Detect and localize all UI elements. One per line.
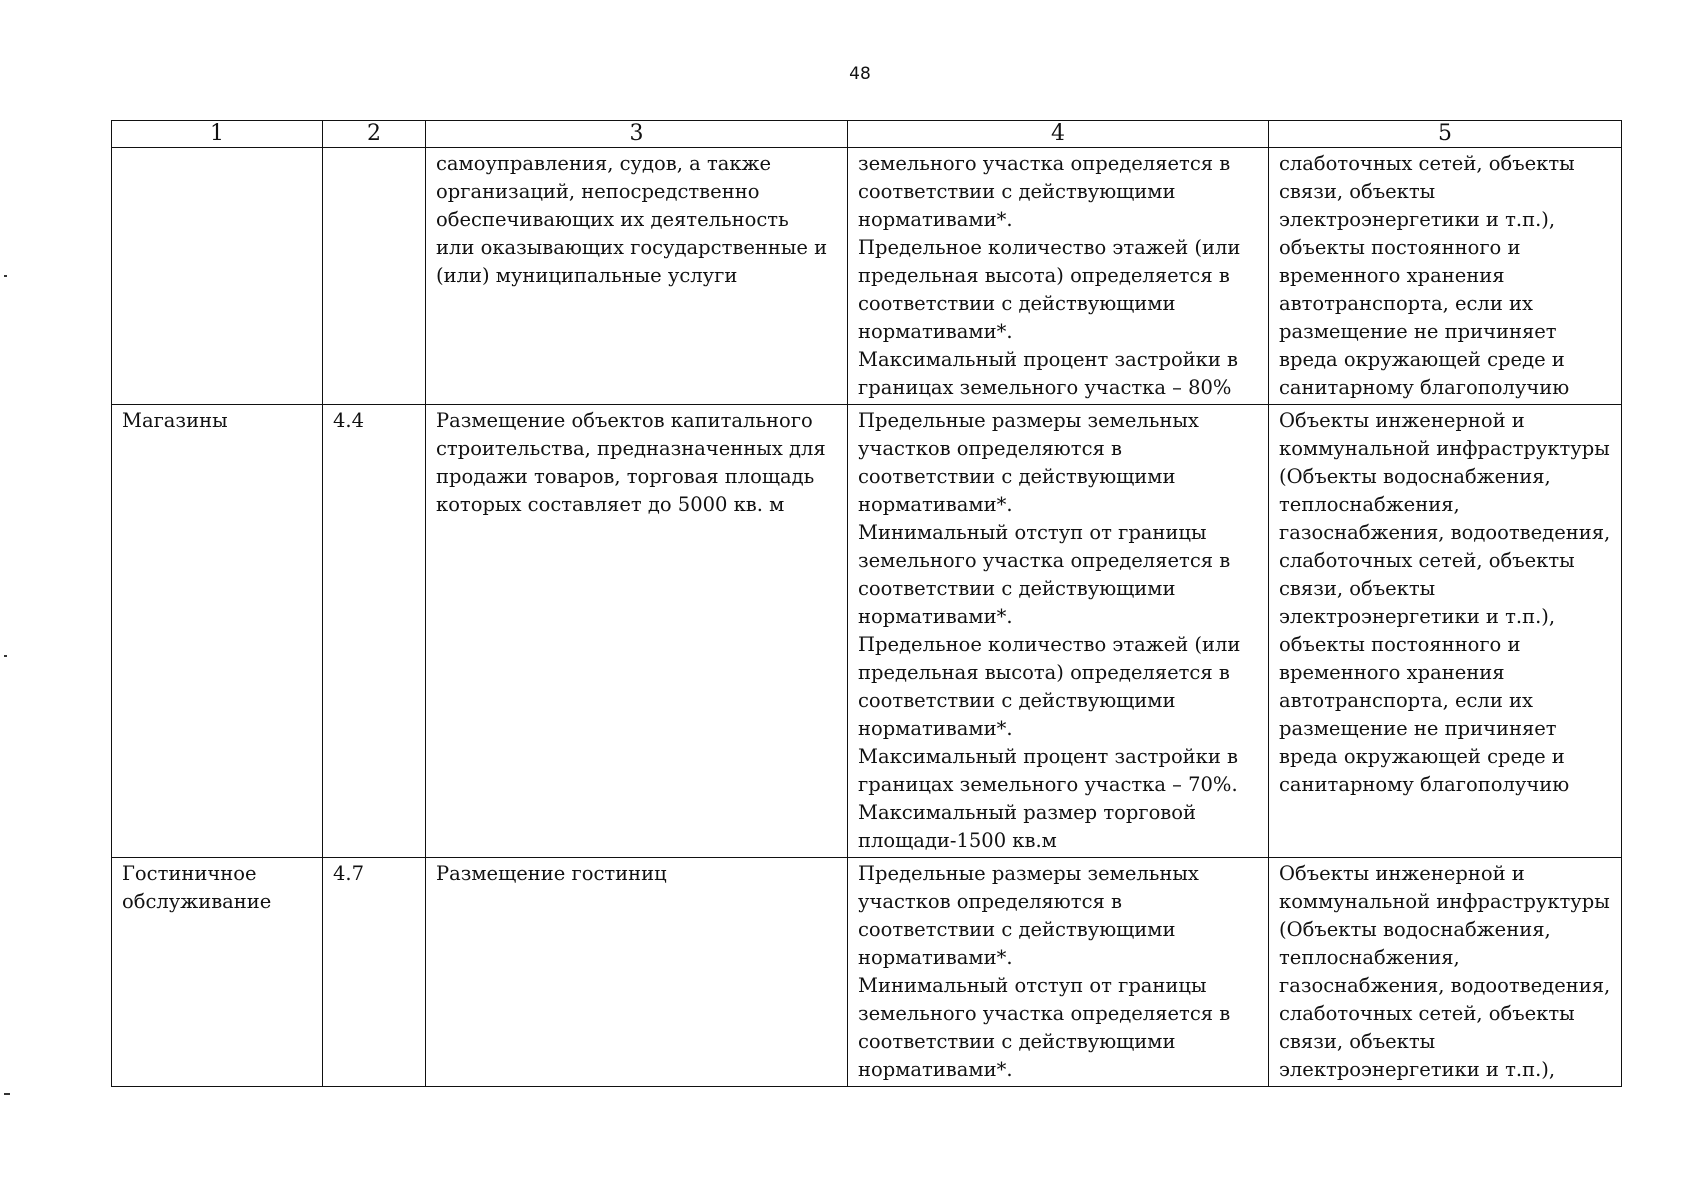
text-line: санитарному благополучию — [1279, 376, 1570, 399]
column-number-3: 3 — [426, 121, 848, 148]
text-line: Объекты инженерной и — [1279, 862, 1525, 885]
text-line: соответствии с действующими — [858, 180, 1176, 203]
scan-mark — [4, 275, 7, 277]
text-line: Размещение гостиниц — [436, 862, 667, 885]
text-line: нормативами*. — [858, 1058, 1013, 1081]
auxiliary-uses-cell — [1269, 405, 1622, 858]
land-use-name-cell — [112, 148, 323, 405]
text-line: нормативами*. — [858, 493, 1013, 516]
text-line: Объекты инженерной и — [1279, 409, 1525, 432]
text-line: Размещение объектов капитального — [436, 409, 813, 432]
text-line: границах земельного участка – 70%. — [858, 773, 1238, 796]
text-line: объекты постоянного и — [1279, 236, 1521, 259]
text-line: связи, объекты — [1279, 1030, 1436, 1053]
text-line: соответствии с действующими — [858, 689, 1176, 712]
text-line: коммунальной инфраструктуры — [1279, 437, 1610, 460]
text-line: Предельные размеры земельных — [858, 409, 1199, 432]
table-header-row — [112, 121, 1622, 148]
land-use-name-cell — [112, 405, 323, 858]
land-use-description-cell — [426, 858, 848, 1087]
text-line: земельного участка определяется в — [858, 549, 1231, 572]
text-line: нормативами*. — [858, 208, 1013, 231]
text-line: автотранспорта, если их — [1279, 292, 1534, 315]
land-use-code-cell: 4.4 — [323, 405, 426, 858]
text-line: обслуживание — [122, 890, 272, 913]
text-line: Магазины — [122, 409, 228, 432]
text-line: нормативами*. — [858, 717, 1013, 740]
text-line: соответствии с действующими — [858, 465, 1176, 488]
text-line: обеспечивающих их деятельность — [436, 208, 789, 231]
text-line: участков определяются в — [858, 890, 1122, 913]
text-line: связи, объекты — [1279, 577, 1436, 600]
land-use-code-cell — [323, 148, 426, 405]
text-line: санитарному благополучию — [1279, 773, 1570, 796]
page-number: 48 — [849, 64, 871, 84]
parameters-cell — [848, 858, 1269, 1087]
zoning-regulations-table — [111, 120, 1622, 1087]
text-line: Максимальный размер торговой — [858, 801, 1197, 824]
land-use-code-cell: 4.7 — [323, 858, 426, 1087]
text-line: нормативами*. — [858, 320, 1013, 343]
text-line: (Объекты водоснабжения, — [1279, 918, 1551, 941]
scan-mark — [4, 655, 7, 657]
text-line: Гостиничное — [122, 862, 257, 885]
text-line: нормативами*. — [858, 946, 1013, 969]
text-line: Предельное количество этажей (или — [858, 236, 1241, 259]
text-line: предельная высота) определяется в — [858, 661, 1230, 684]
auxiliary-uses-cell — [1269, 148, 1622, 405]
text-line: продажи товаров, торговая площадь — [436, 465, 815, 488]
table-row — [112, 858, 1622, 1087]
text-line: организаций, непосредственно — [436, 180, 760, 203]
text-line: Максимальный процент застройки в — [858, 348, 1239, 371]
text-line: вреда окружающей среде и — [1279, 348, 1565, 371]
text-line: автотранспорта, если их — [1279, 689, 1534, 712]
text-line: вреда окружающей среде и — [1279, 745, 1565, 768]
text-line: или оказывающих государственные и — [436, 236, 828, 259]
text-line: земельного участка определяется в — [858, 152, 1231, 175]
text-line: Предельные размеры земельных — [858, 862, 1199, 885]
scan-mark — [4, 1093, 10, 1095]
text-line: земельного участка определяется в — [858, 1002, 1231, 1025]
text-line: теплоснабжения, — [1279, 493, 1460, 516]
text-line: соответствии с действующими — [858, 577, 1176, 600]
text-line: Минимальный отступ от границы — [858, 974, 1207, 997]
text-line: размещение не причиняет — [1279, 320, 1557, 343]
column-number-5: 5 — [1269, 121, 1622, 148]
column-number-2: 2 — [323, 121, 426, 148]
text-line: объекты постоянного и — [1279, 633, 1521, 656]
text-line: слаботочных сетей, объекты — [1279, 1002, 1575, 1025]
auxiliary-uses-cell — [1269, 858, 1622, 1087]
text-line: связи, объекты — [1279, 180, 1436, 203]
text-line: электроэнергетики и т.п.), — [1279, 208, 1556, 231]
column-number-4: 4 — [848, 121, 1269, 148]
text-line: участков определяются в — [858, 437, 1122, 460]
text-line: соответствии с действующими — [858, 918, 1176, 941]
text-line: (или) муниципальные услуги — [436, 264, 738, 287]
text-line: Максимальный процент застройки в — [858, 745, 1239, 768]
text-line: площади-1500 кв.м — [858, 829, 1057, 852]
text-line: коммунальной инфраструктуры — [1279, 890, 1610, 913]
text-line: самоуправления, судов, а также — [436, 152, 772, 175]
text-line: Предельное количество этажей (или — [858, 633, 1241, 656]
text-line: нормативами*. — [858, 605, 1013, 628]
text-line: слаботочных сетей, объекты — [1279, 549, 1575, 572]
parameters-cell — [848, 148, 1269, 405]
text-line: (Объекты водоснабжения, — [1279, 465, 1551, 488]
text-line: временного хранения — [1279, 264, 1505, 287]
column-number-1: 1 — [112, 121, 323, 148]
parameters-cell — [848, 405, 1269, 858]
text-line: границах земельного участка – 80% — [858, 376, 1232, 399]
text-line: предельная высота) определяется в — [858, 264, 1230, 287]
text-line: соответствии с действующими — [858, 292, 1176, 315]
text-line: теплоснабжения, — [1279, 946, 1460, 969]
text-line: слаботочных сетей, объекты — [1279, 152, 1575, 175]
text-line: размещение не причиняет — [1279, 717, 1557, 740]
text-line: которых составляет до 5000 кв. м — [436, 493, 785, 516]
text-line: газоснабжения, водоотведения, — [1279, 974, 1611, 997]
text-line: электроэнергетики и т.п.), — [1279, 1058, 1556, 1081]
text-line: строительства, предназначенных для — [436, 437, 826, 460]
land-use-description-cell — [426, 405, 848, 858]
text-line: Минимальный отступ от границы — [858, 521, 1207, 544]
text-line: электроэнергетики и т.п.), — [1279, 605, 1556, 628]
land-use-description-cell — [426, 148, 848, 405]
table-row — [112, 405, 1622, 858]
land-use-name-cell — [112, 858, 323, 1087]
text-line: временного хранения — [1279, 661, 1505, 684]
table-row — [112, 148, 1622, 405]
text-line: газоснабжения, водоотведения, — [1279, 521, 1611, 544]
text-line: соответствии с действующими — [858, 1030, 1176, 1053]
